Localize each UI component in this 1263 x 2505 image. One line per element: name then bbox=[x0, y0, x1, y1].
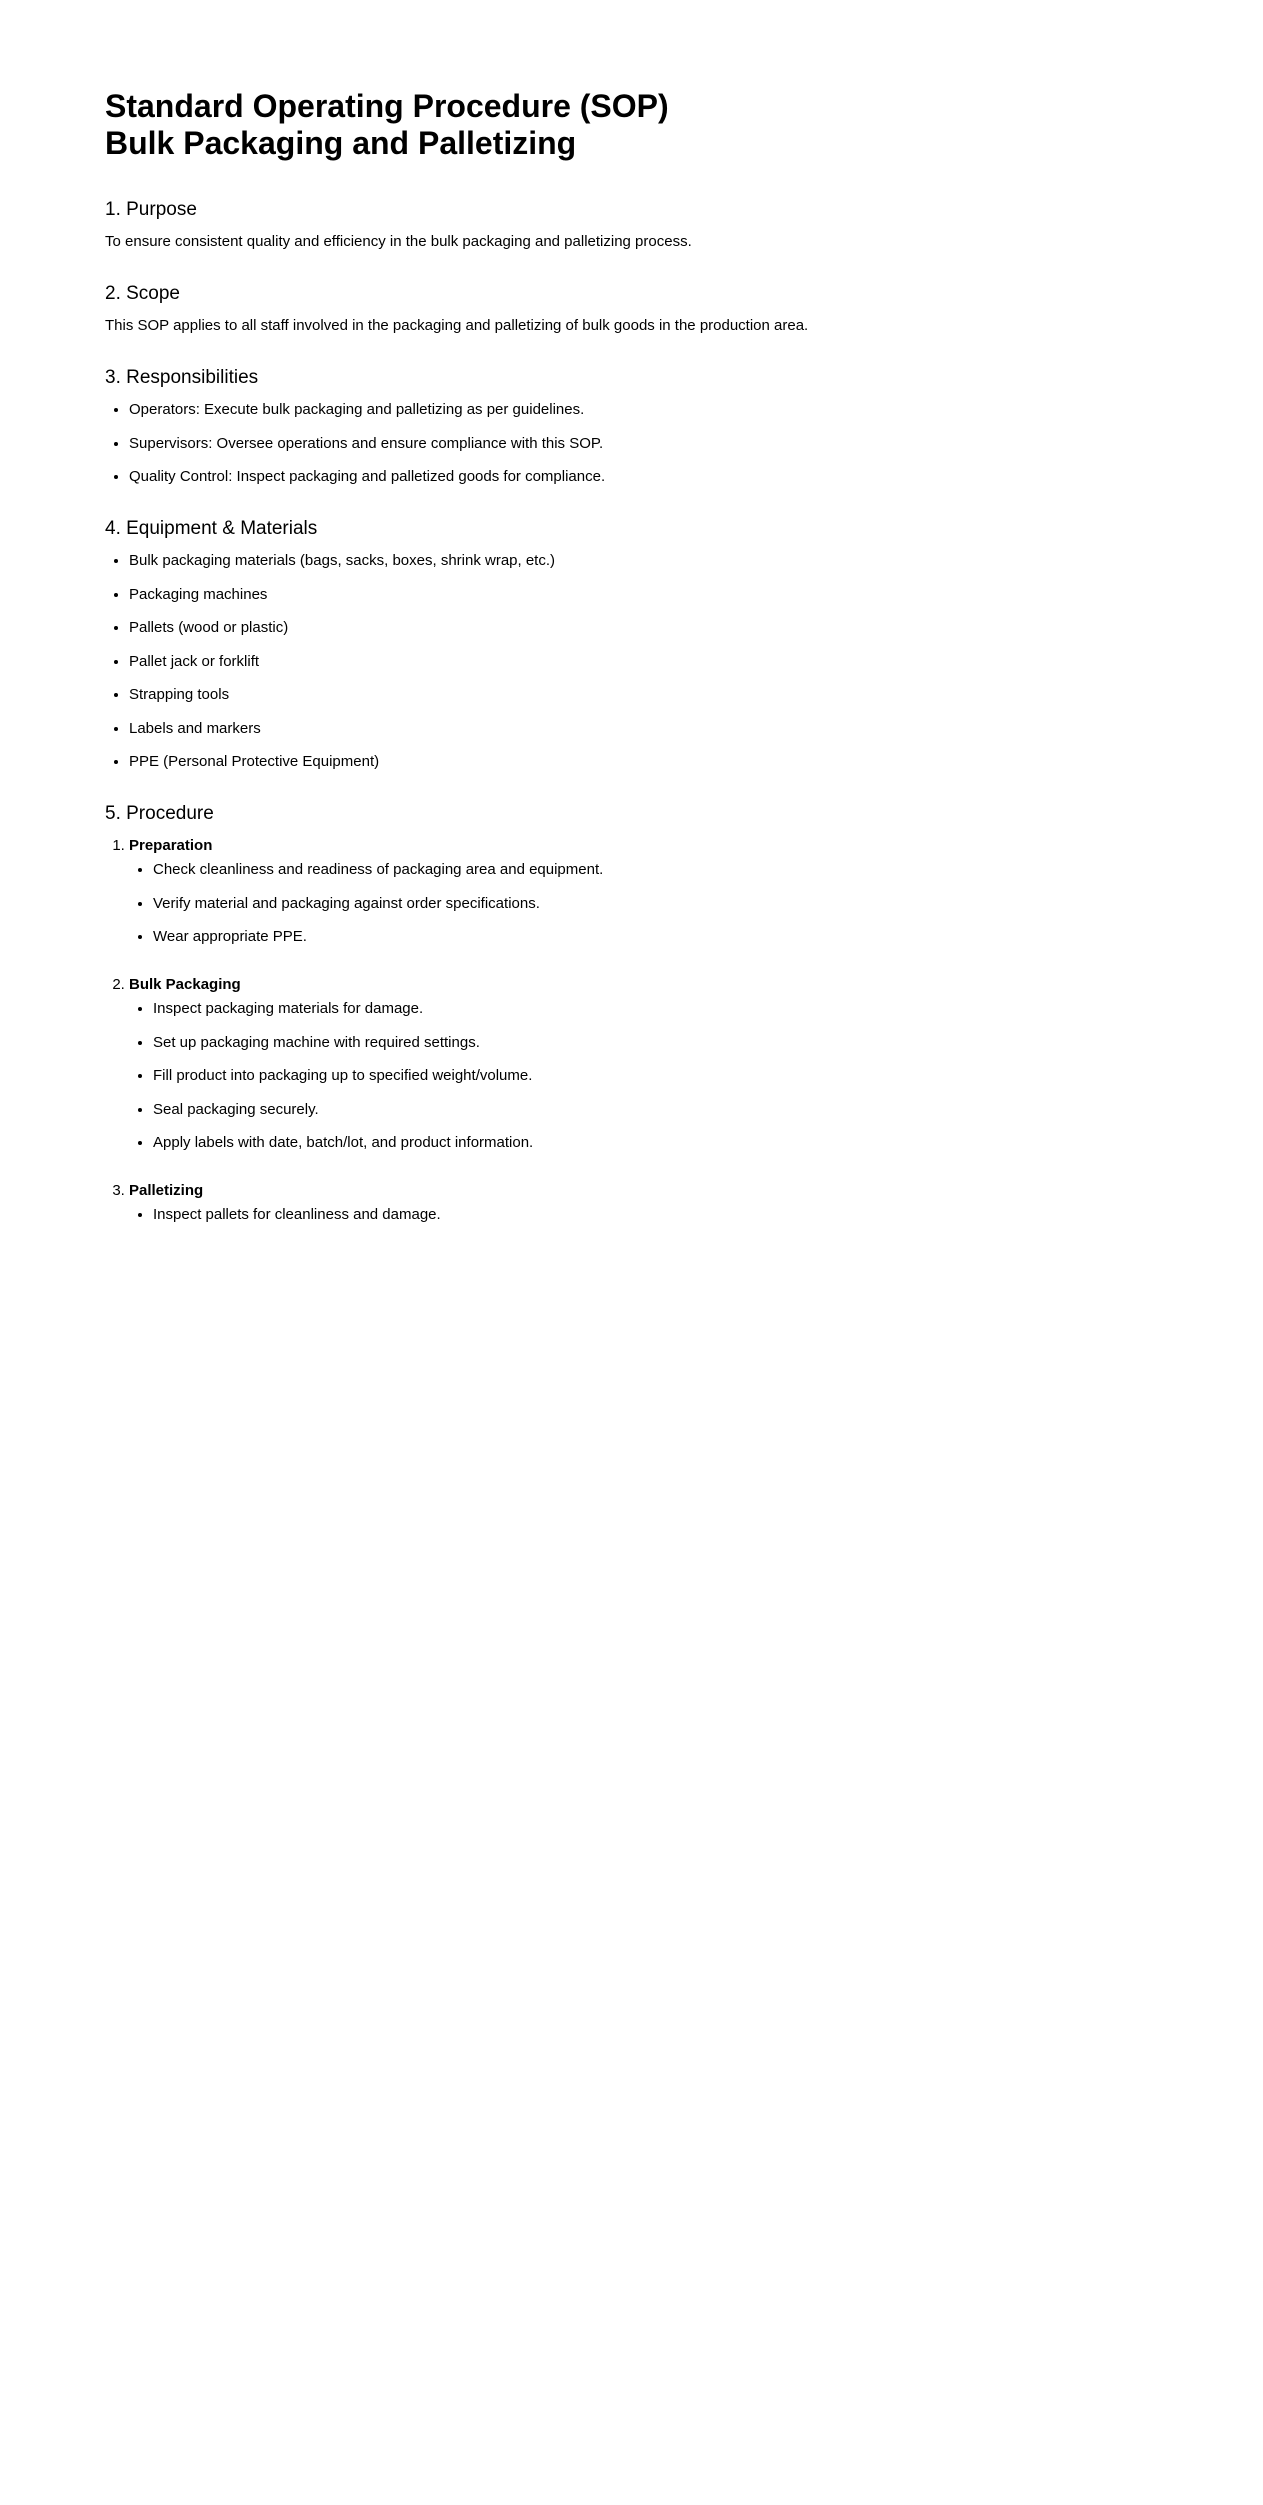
step-substeps bbox=[129, 1205, 1263, 1225]
list-item: • Check cleanliness and readiness of packaging area and equipment. bbox=[153, 860, 1263, 880]
list-item: • PPE (Personal Protective Equipment) bbox=[129, 752, 1263, 772]
procedure-step-bulk-packaging bbox=[129, 975, 1263, 1153]
list-item: • Strapping tools bbox=[129, 685, 1263, 705]
list-item: • Set up packaging machine with required settings. bbox=[153, 1033, 1263, 1053]
procedure-step-palletizing bbox=[129, 1181, 1263, 1225]
procedure-step-preparation bbox=[129, 836, 1263, 947]
section-heading-procedure: 5. Procedure bbox=[105, 803, 214, 824]
list-item: • Supervisors: Oversee operations and ensure compliance with this SOP. bbox=[129, 434, 1263, 454]
section-heading-scope: 2. Scope bbox=[105, 283, 180, 304]
step-substeps bbox=[129, 860, 1263, 947]
section-procedure bbox=[105, 802, 1263, 1225]
list-item: • Pallet jack or forklift bbox=[129, 652, 1263, 672]
section-equipment bbox=[105, 517, 1263, 772]
step-title: Bulk Packaging bbox=[129, 976, 241, 993]
section-scope bbox=[105, 282, 1263, 336]
step-title: Palletizing bbox=[129, 1182, 204, 1199]
section-responsibilities bbox=[105, 366, 1263, 487]
section-heading-purpose: 1. Purpose bbox=[105, 199, 197, 220]
list-item: • Labels and markers bbox=[129, 719, 1263, 739]
title-line-2: Bulk Packaging and Palletizing bbox=[105, 125, 577, 161]
list-item: • Inspect pallets for cleanliness and damage. bbox=[153, 1205, 1263, 1225]
scope-text: This SOP applies to all staff involved in the packaging and palletizing of bulk goods in the production area. bbox=[105, 317, 809, 334]
list-item: • Seal packaging securely. bbox=[153, 1100, 1263, 1120]
list-item: • Inspect packaging materials for damage. bbox=[153, 999, 1263, 1019]
section-heading-equipment: 4. Equipment & Materials bbox=[105, 518, 318, 539]
list-item: • Quality Control: Inspect packaging and palletized goods for compliance. bbox=[129, 467, 1263, 487]
title-line-1: Standard Operating Procedure (SOP) bbox=[105, 88, 669, 124]
list-item: • Apply labels with date, batch/lot, and product information. bbox=[153, 1133, 1263, 1153]
list-item: • Wear appropriate PPE. bbox=[153, 927, 1263, 947]
sop-document bbox=[0, 0, 1263, 1225]
list-item: • Bulk packaging materials (bags, sacks, boxes, shrink wrap, etc.) bbox=[129, 551, 1263, 571]
procedure-steps bbox=[105, 836, 1263, 1225]
list-item: • Fill product into packaging up to specified weight/volume. bbox=[153, 1066, 1263, 1086]
equipment-list bbox=[105, 551, 1263, 772]
purpose-text: To ensure consistent quality and efficiency in the bulk packaging and palletizing process. bbox=[105, 233, 692, 250]
section-purpose bbox=[105, 198, 1263, 252]
section-heading-responsibilities: 3. Responsibilities bbox=[105, 367, 259, 388]
step-title: Preparation bbox=[129, 837, 213, 854]
responsibilities-list bbox=[105, 400, 1263, 487]
document-title bbox=[105, 88, 1263, 162]
list-item: • Packaging machines bbox=[129, 585, 1263, 605]
list-item: • Pallets (wood or plastic) bbox=[129, 618, 1263, 638]
list-item: • Operators: Execute bulk packaging and palletizing as per guidelines. bbox=[129, 400, 1263, 420]
list-item: • Verify material and packaging against order specifications. bbox=[153, 894, 1263, 914]
step-substeps bbox=[129, 999, 1263, 1153]
